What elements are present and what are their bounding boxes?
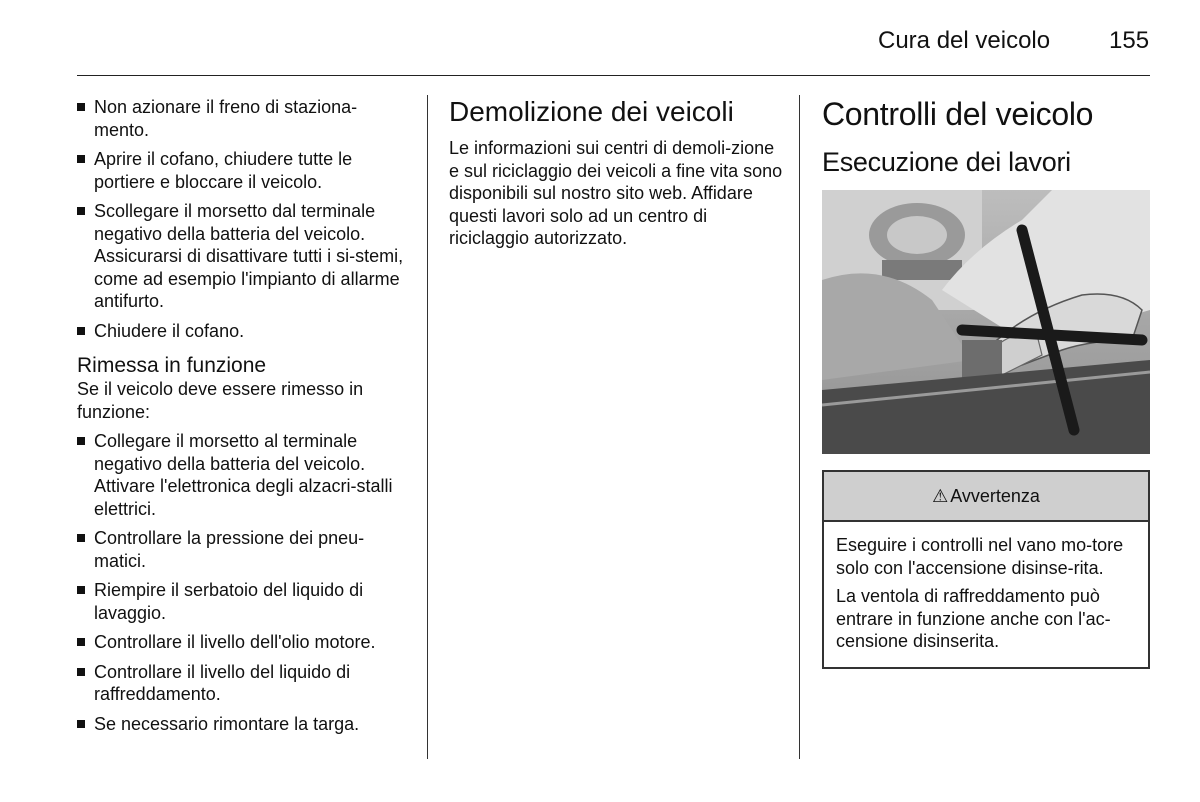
warning-paragraph: Eseguire i controlli nel vano mo-tore solo con l'accensione disinse-rita. — [836, 535, 1124, 578]
engine-bay-photo — [822, 190, 1150, 454]
bullet-square-icon — [77, 534, 85, 542]
bullet-square-icon — [77, 668, 85, 676]
warning-title: Avvertenza — [950, 485, 1040, 506]
list-item: Se necessario rimontare la targa. — [77, 713, 412, 736]
column-divider — [427, 95, 428, 759]
running-header-title: Cura del veicolo — [878, 27, 1051, 54]
list-item: Scollegare il morsetto dal terminale negativo della batteria del veicolo. Assicurarsi di disattivare tutti i si-stemi, come ad esempio l'impianto di allarme antifurto. — [77, 200, 412, 313]
bullet-square-icon — [77, 586, 85, 594]
intro-text: Se il veicolo deve essere rimesso in funzione: — [77, 379, 364, 422]
list-item: Chiudere il cofano. — [77, 320, 412, 343]
bullet-square-icon — [77, 720, 85, 728]
list-item: Controllare il livello del liquido di raffreddamento. — [77, 661, 412, 706]
warning-box — [822, 470, 1150, 669]
bullet-square-icon — [77, 207, 85, 215]
bullet-square-icon — [77, 103, 85, 111]
list-item: Controllare la pressione dei pneu-matici. — [77, 527, 412, 572]
list-item: Riempire il serbatoio del liquido di lavaggio. — [77, 579, 412, 624]
section-heading: Demolizione dei veicoli — [449, 96, 734, 127]
warning-paragraph: La ventola di raffreddamento può entrare in funzione anche con l'ac-censione disinserita. — [836, 586, 1111, 651]
list-item: Non azionare il freno di staziona-mento. — [77, 96, 412, 141]
list-item: Aprire il cofano, chiudere tutte le portiere e bloccare il veicolo. — [77, 148, 412, 193]
body-text: Le informazioni sui centri di demoli-zione e sul riciclaggio dei veicoli a fine vita sono disponibili sul nostro sito web. Affidare questi lavori solo ad un centro di riciclaggio autorizzato. — [449, 138, 783, 248]
column-left — [77, 96, 412, 742]
list-item: Collegare il morsetto al terminale negativo della batteria del veicolo. Attivare l'elettronica degli alzacri-stalli elettrici. — [77, 430, 412, 520]
chapter-heading: Controlli del veicolo — [822, 96, 1094, 132]
bullet-square-icon — [77, 155, 85, 163]
column-middle — [449, 96, 784, 250]
bullet-list — [77, 96, 412, 342]
bullet-list — [77, 430, 412, 735]
section-heading: Esecuzione dei lavori — [822, 147, 1071, 177]
column-divider — [799, 95, 800, 759]
header-rule — [77, 75, 1150, 76]
bullet-square-icon — [77, 327, 85, 335]
list-item: Controllare il livello dell'olio motore. — [77, 631, 412, 654]
bullet-square-icon — [77, 638, 85, 646]
warning-body — [824, 522, 1148, 667]
warning-triangle-icon: ⚠ — [932, 485, 949, 506]
column-right — [822, 96, 1150, 669]
bullet-square-icon — [77, 437, 85, 445]
page-number: 155 — [1109, 27, 1150, 54]
section-subheading: Rimessa in funzione — [77, 354, 267, 377]
warning-header — [824, 472, 1148, 522]
